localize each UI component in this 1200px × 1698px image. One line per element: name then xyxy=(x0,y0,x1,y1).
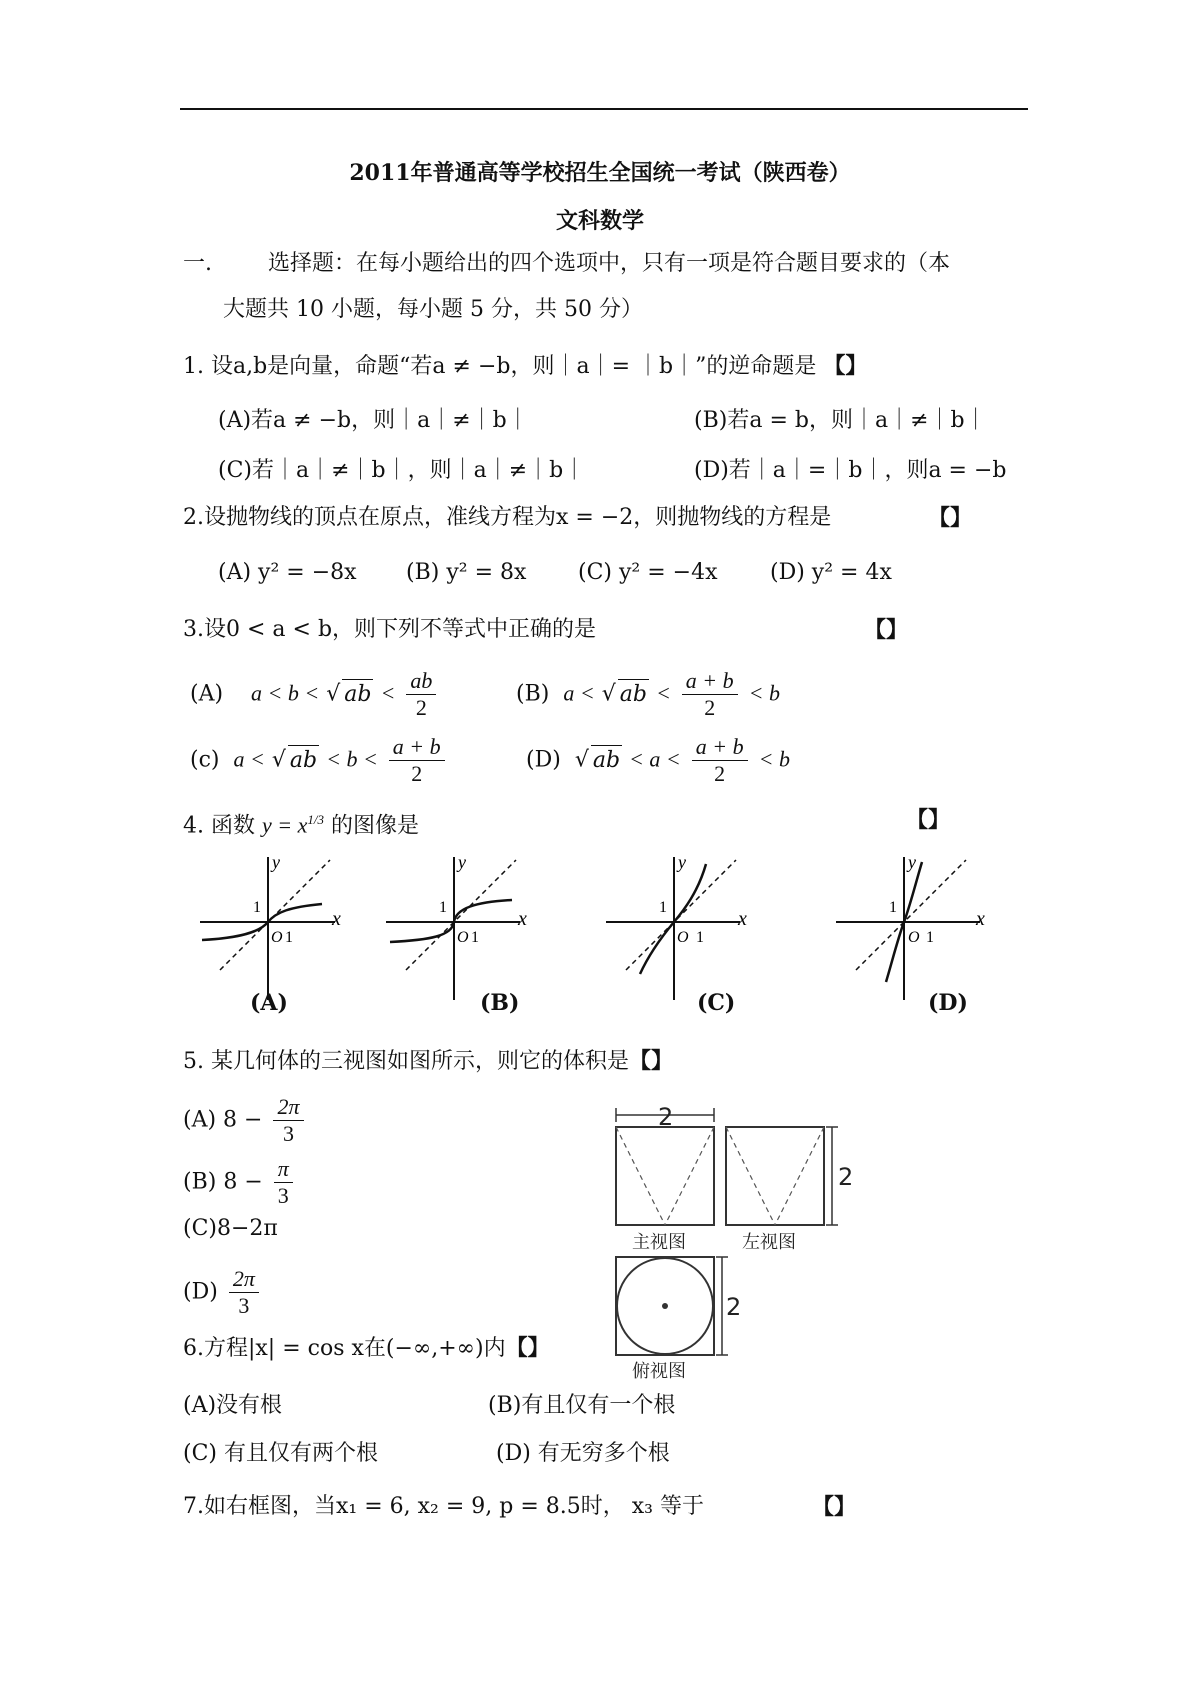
q3-option-b xyxy=(516,668,780,721)
q3-b-mid: < xyxy=(655,680,671,706)
q3-b-radical-sign: √ xyxy=(601,681,616,707)
q1-option-b: (B)若a = b，则｜a｜≠｜b｜ xyxy=(694,408,987,433)
graph-b-y-label: y xyxy=(458,852,466,872)
exam-title: 2011年普通高等学校招生全国统一考试（陕西卷） xyxy=(349,160,851,186)
graph-b-origin: O xyxy=(457,929,469,946)
q5-stem xyxy=(183,1046,673,1077)
q5-option-b xyxy=(183,1156,297,1209)
q3-a-radicand: ab xyxy=(342,679,373,710)
graph-b-dashed-line xyxy=(406,860,516,970)
q3-c-fraction xyxy=(389,734,445,787)
q3-c-numerator: a + b xyxy=(389,734,445,761)
q3-c-radicand: ab xyxy=(288,745,319,776)
side-view-square xyxy=(726,1127,824,1225)
q3-d-denominator: 2 xyxy=(714,761,726,786)
top-view-center xyxy=(662,1303,668,1309)
q3-a-fraction xyxy=(406,668,436,721)
q3-b-numerator: a + b xyxy=(682,668,738,695)
q5-d-fraction xyxy=(229,1266,259,1319)
q3-d-rhs: < b xyxy=(758,746,790,772)
front-view-square xyxy=(616,1127,714,1225)
exam-subtitle: 文科数学 xyxy=(555,208,644,234)
q2-option-c: (C) y² = −4x xyxy=(578,560,718,585)
three-views-svg xyxy=(610,1105,860,1385)
q3-c-radical-sign: √ xyxy=(271,747,286,773)
q3-d-radical-sign: √ xyxy=(574,747,589,773)
graph-d-origin: O xyxy=(908,929,920,946)
q4-answer-bracket: 【】 xyxy=(906,807,951,833)
q3-a-denominator: 2 xyxy=(415,695,427,720)
graph-c-xtick-1: 1 xyxy=(696,929,704,946)
q1-option-c: (C)若｜a｜≠｜b｜，则｜a｜≠｜b｜ xyxy=(218,458,586,483)
q6-stem-text: 6.方程|x| = cos x在(−∞,+∞)内 xyxy=(183,1336,506,1361)
top-view-label: 俯视图 xyxy=(632,1361,686,1382)
q2-answer-bracket: 【】 xyxy=(928,505,973,531)
q1-answer-bracket: 【】 xyxy=(823,353,868,379)
front-view-label: 主视图 xyxy=(632,1232,686,1253)
q3-a-radical-sign: √ xyxy=(326,681,341,707)
graph-c-tick-1: 1 xyxy=(659,899,667,916)
graph-c-x-label: x xyxy=(738,908,747,930)
q5-b-numerator: π xyxy=(274,1156,293,1183)
graph-d-x-label: x xyxy=(976,908,985,930)
graph-a-y-label: y xyxy=(272,852,280,872)
q2-stem xyxy=(183,503,831,533)
graph-c xyxy=(606,852,747,1000)
graph-a-tick-1: 1 xyxy=(253,899,261,916)
q5-answer-bracket: 【】 xyxy=(629,1048,674,1074)
q6-answer-bracket: 【】 xyxy=(505,1335,550,1361)
q5-option-a xyxy=(183,1094,308,1147)
q3-b-denominator: 2 xyxy=(704,695,716,720)
q4-graphs-svg xyxy=(180,852,1060,1012)
q6-option-d: (D) 有无穷多个根 xyxy=(496,1441,670,1466)
q6-option-a: (A)没有根 xyxy=(183,1393,283,1418)
graph-b xyxy=(386,852,527,1000)
front-view-edge-right xyxy=(665,1127,714,1225)
q3-b-rhs: < b xyxy=(748,680,781,706)
q2-stem-text: 2.设抛物线的顶点在原点，准线方程为x = −2，则抛物线的方程是 xyxy=(183,505,832,530)
q3-c-lhs: a < xyxy=(233,746,265,772)
q5-a-fraction xyxy=(273,1094,303,1147)
q7-answer-bracket: 【】 xyxy=(812,1494,857,1520)
q3-d-mid: < a < xyxy=(629,746,681,772)
q3-b-radicand: ab xyxy=(618,679,649,710)
q2-option-a: (A) y² = −8x xyxy=(218,560,357,585)
graph-a-label: (A) xyxy=(250,990,288,1016)
q4-stem-pre: 4. 函数 xyxy=(183,813,255,839)
q3-a-label: (A) xyxy=(190,681,224,707)
q6-option-b: (B)有且仅有一个根 xyxy=(488,1393,676,1418)
q3-c-denominator: 2 xyxy=(411,761,423,786)
section-text-2: 大题共 10 小题，每小题 5 分，共 50 分） xyxy=(223,297,643,322)
graph-a-x-label: x xyxy=(332,908,341,930)
q5-b-denominator: 3 xyxy=(277,1183,289,1208)
q5-a-label: (A) 8 − xyxy=(183,1107,263,1133)
q1-option-a: (A)若a ≠ −b，则｜a｜≠｜b｜ xyxy=(218,408,529,433)
q1-option-d: (D)若｜a｜=｜b｜，则a = −b xyxy=(694,458,1007,483)
q3-stem: 3.设0 < a < b，则下列不等式中正确的是 xyxy=(183,617,597,642)
side-view-edge-left xyxy=(726,1127,775,1225)
q5-a-denominator: 3 xyxy=(283,1121,294,1146)
q5-option-c: (C)8−2π xyxy=(183,1216,278,1241)
q3-b-label: (B) xyxy=(516,681,550,707)
q5-d-label: (D) xyxy=(183,1279,218,1305)
graph-d-xtick-1: 1 xyxy=(926,929,934,946)
q5-d-denominator: 3 xyxy=(238,1293,250,1318)
q5-option-d xyxy=(183,1266,263,1319)
q3-c-mid: < b < xyxy=(326,746,378,772)
section-number: 一. xyxy=(183,251,212,276)
graph-c-label: (C) xyxy=(697,990,736,1016)
header-rule xyxy=(180,108,1028,110)
three-views-figure xyxy=(610,1105,860,1385)
graph-d xyxy=(836,852,985,1000)
front-view-edge-left xyxy=(616,1127,665,1225)
q3-d-radicand: ab xyxy=(591,745,622,776)
side-view-label: 左视图 xyxy=(742,1232,796,1253)
graph-d-tick-1: 1 xyxy=(889,899,897,916)
q3-d-fraction xyxy=(692,734,748,787)
q6-stem xyxy=(183,1333,550,1364)
graph-b-x-label: x xyxy=(518,908,527,930)
q2-option-b: (B) y² = 8x xyxy=(406,560,527,585)
top-dim-label: 2 xyxy=(726,1293,742,1321)
q3-a-numerator: ab xyxy=(406,668,436,695)
graph-b-label: (B) xyxy=(480,990,520,1016)
q3-d-numerator: a + b xyxy=(692,734,748,761)
q3-option-a xyxy=(190,668,440,721)
q4-formula: y = x xyxy=(261,812,308,838)
q3-answer-bracket: 【】 xyxy=(864,617,909,643)
section-text-1: 选择题：在每小题给出的四个选项中，只有一项是符合题目要求的（本 xyxy=(268,251,951,276)
front-dim-label: 2 xyxy=(658,1105,674,1131)
graph-a-xtick-1: 1 xyxy=(285,929,293,946)
side-dim-label: 2 xyxy=(838,1163,854,1191)
q4-exponent: 1/3 xyxy=(307,812,324,827)
graph-d-dashed-line xyxy=(856,860,966,970)
graph-b-xtick-1: 1 xyxy=(471,929,479,946)
q3-option-c xyxy=(190,734,449,787)
graph-d-label: (D) xyxy=(928,990,968,1016)
q1-stem xyxy=(183,351,867,382)
q4-graphs xyxy=(180,852,1060,1012)
q4-stem xyxy=(183,805,419,841)
graph-a xyxy=(200,852,341,1000)
q3-b-fraction xyxy=(682,668,738,721)
graph-d-y-label: y xyxy=(908,852,916,872)
q3-a-mid: < xyxy=(380,680,396,706)
q3-option-d xyxy=(526,734,790,787)
graph-c-origin: O xyxy=(677,929,689,946)
q1-stem-text: 1. 设a,b是向量，命题“若a ≠ −b，则｜a｜= ｜b｜”的逆命题是 xyxy=(183,354,817,379)
q5-a-numerator: 2π xyxy=(273,1094,303,1121)
q5-b-fraction xyxy=(274,1156,293,1209)
q5-d-numerator: 2π xyxy=(229,1266,259,1293)
graph-c-y-label: y xyxy=(678,852,686,872)
q5-b-label: (B) 8 − xyxy=(183,1169,263,1195)
q3-c-label: (c) xyxy=(190,747,220,773)
q3-d-label: (D) xyxy=(526,747,561,773)
q2-option-d: (D) y² = 4x xyxy=(770,560,892,585)
q3-a-lhs: a < b < xyxy=(251,680,320,706)
q5-stem-text: 5. 某几何体的三视图如图所示，则它的体积是 xyxy=(183,1049,629,1074)
q7-stem: 7.如右框图，当x₁ = 6, x₂ = 9, p = 8.5时， x₃ 等于 xyxy=(183,1494,704,1519)
graph-b-tick-1: 1 xyxy=(439,899,447,916)
graph-a-origin: O xyxy=(271,929,283,946)
q4-stem-post: 的图像是 xyxy=(330,813,419,839)
side-view-edge-right xyxy=(775,1127,824,1225)
q6-option-c: (C) 有且仅有两个根 xyxy=(183,1441,378,1466)
q3-b-lhs: a < xyxy=(563,680,595,706)
